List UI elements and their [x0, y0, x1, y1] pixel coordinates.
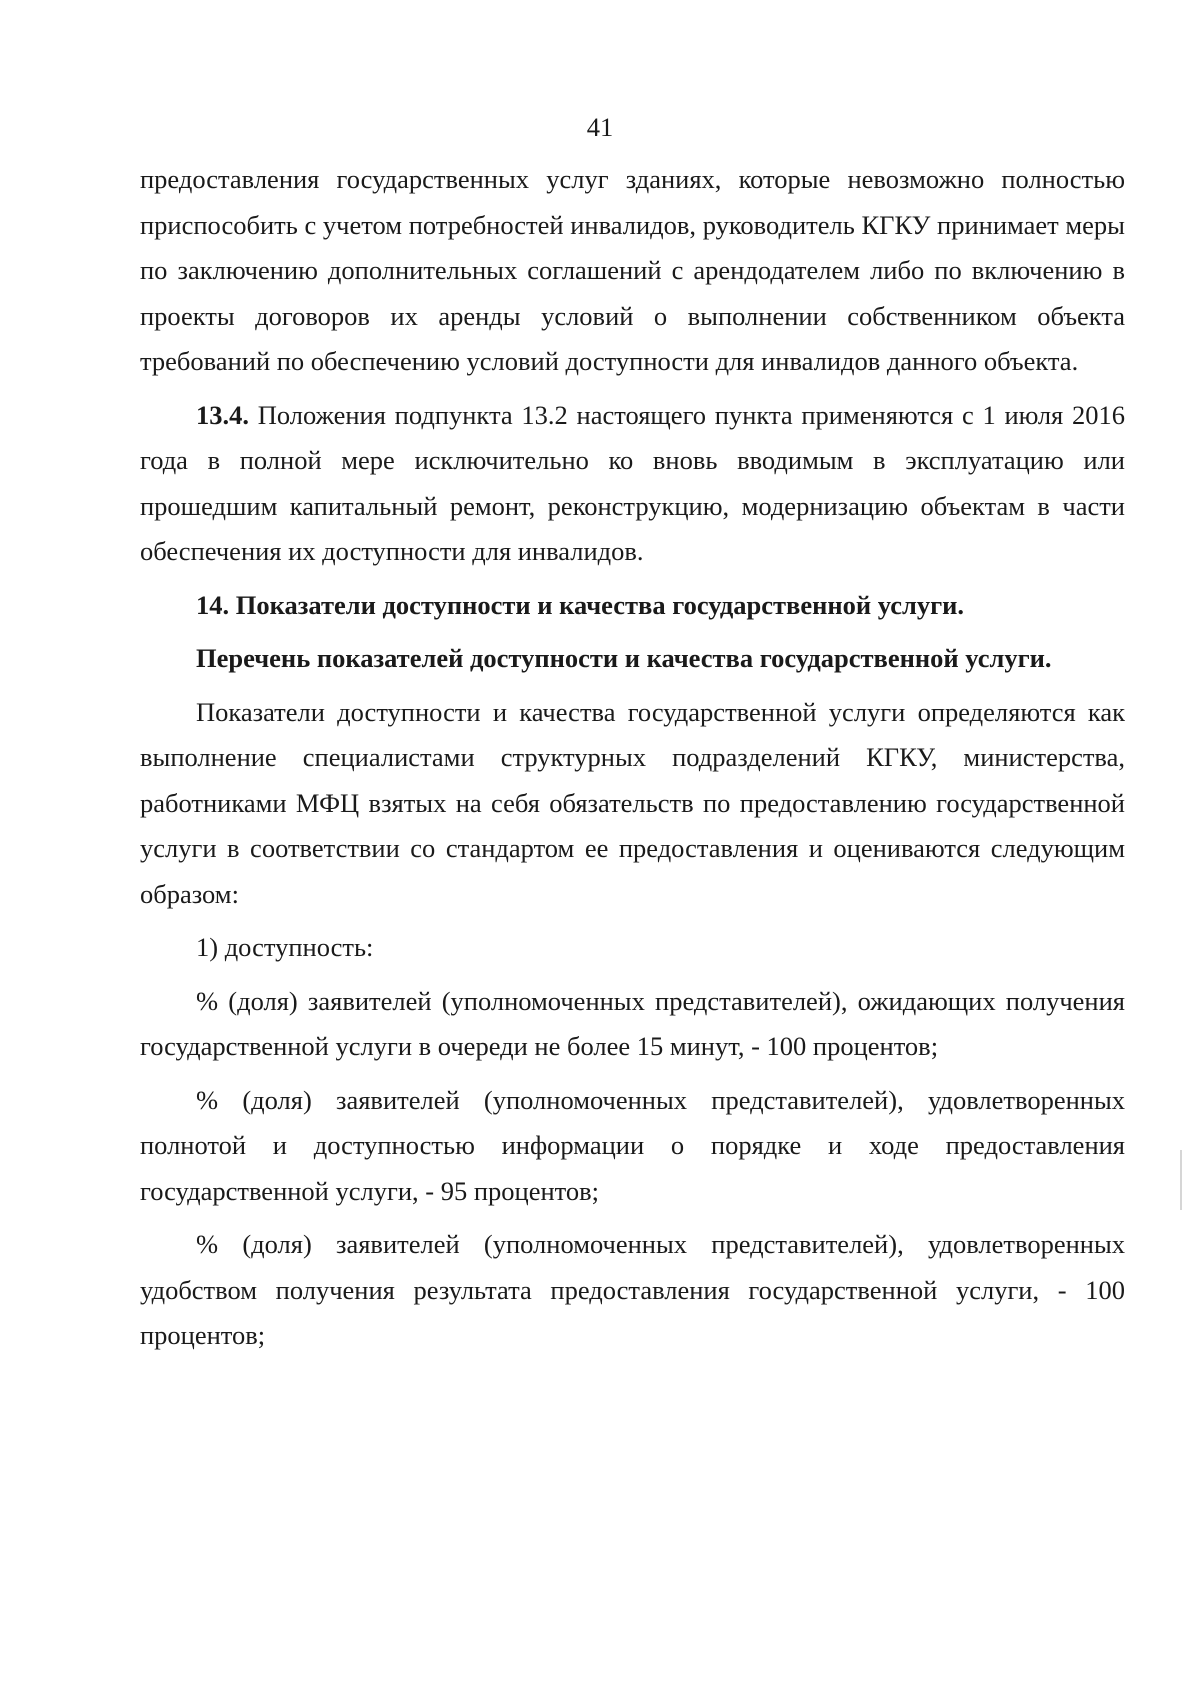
clause-number: 13.4.	[196, 399, 249, 430]
page-number: 41	[586, 112, 614, 142]
indicator-information-satisfaction: % (доля) заявителей (уполномоченных представителей), удовлетворенных полнотой и доступностью информации о порядке и ходе предоставления государственной услуги, - 95 процентов;	[140, 1084, 1125, 1206]
scan-margin-mark	[1180, 1150, 1182, 1210]
paragraph-indicators-intro: Показатели доступности и качества государственной услуги определяются как выполнение специалистами структурных подразделений КГКУ, министерства, работниками МФЦ взятых на себя обязательств по предоставлению государственной услуги в соответствии со стандартом ее предоставления и оцениваются следующим образом:	[140, 696, 1125, 909]
section-heading-14: 14. Показатели доступности и качества государственной услуги.	[196, 589, 965, 620]
paragraph-continuation: предоставления государственных услуг зданиях, которые невозможно полностью приспособить с учетом потребностей инвалидов, руководитель КГКУ принимает меры по заключению дополнительных соглашений с арендодателем либо по включению в проекты договоров их аренды условий о выполнении собственником объекта требований по обеспечению условий доступности для инвалидов данного объекта.	[140, 164, 1125, 376]
indicator-waiting-time: % (доля) заявителей (уполномоченных представителей), ожидающих получения государственной услуги в очереди не более 15 минут, - 100 процентов;	[140, 985, 1125, 1061]
list-item-accessibility: 1) доступность:	[196, 932, 374, 962]
paragraph-13-4	[140, 393, 1125, 575]
indicator-result-satisfaction: % (доля) заявителей (уполномоченных представителей), удовлетворенных удобством получения результата предоставления государственной услуги, - 100 процентов;	[140, 1229, 1125, 1350]
subsection-heading: Перечень показателей доступности и качества государственной услуги.	[196, 643, 1052, 673]
document-body	[140, 157, 1125, 1367]
clause-text: Положения подпункта 13.2 настоящего пункта применяются с 1 июля 2016 года в полной мере исключительно ко вновь вводимым в эксплуатацию или прошедшим капитальный ремонт, реконструкцию, модернизацию объектам в части обеспечения их доступности для инвалидов.	[140, 399, 1125, 566]
